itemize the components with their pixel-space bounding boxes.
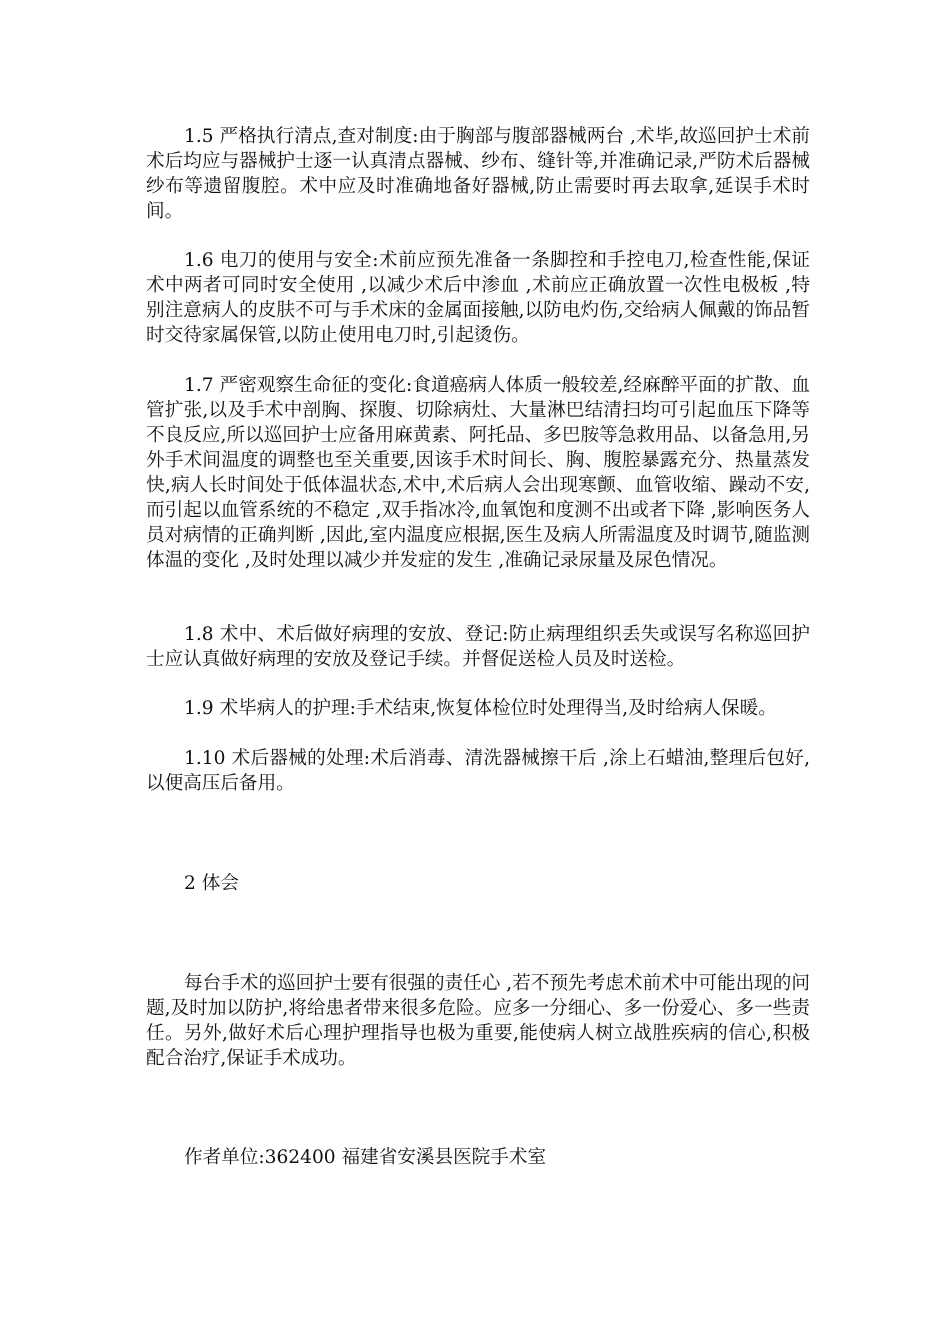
paragraph-1-6: 1.6 电刀的使用与安全:术前应预先准备一条脚控和手控电刀,检查性能,保证术中两者可同时安全使用 ,以减少术后中渗血 ,术前应正确放置一次性电极板 ,特别注意病人的皮肤不可与手术床的金属面接触,以防电灼伤,交给病人佩戴的饰品暂时交待家属保管,以防止使用电刀时,引起烫伤。 — [146, 250, 810, 346]
paragraph-1-10: 1.10 术后器械的处理:术后消毒、清洗器械擦干后 ,涂上石蜡油,整理后包好,以便高压后备用。 — [146, 748, 810, 794]
section-heading-2: 2 体会 — [184, 873, 239, 894]
paragraph-1-5: 1.5 严格执行清点,查对制度:由于胸部与腹部器械两台 ,术毕,故巡回护士术前术后均应与器械护士逐一认真清点器械、纱布、缝针等,并准确记录,严防术后器械纱布等遗留腹腔。术中应及时准确地备好器械,防止需要时再去取拿,延误手术时间。 — [146, 126, 810, 222]
conclusion-paragraph: 每台手术的巡回护士要有很强的责任心 ,若不预先考虑术前术中可能出现的问题,及时加以防护,将给患者带来很多危险。应多一分细心、多一份爱心、多一些责任。另外,做好术后心理护理指导也极为重要,能使病人树立战胜疾病的信心,积极配合治疗,保证手术成功。 — [146, 973, 810, 1069]
paragraph-1-8: 1.8 术中、术后做好病理的安放、登记:防止病理组织丢失或误写名称巡回护士应认真做好病理的安放及登记手续。并督促送检人员及时送检。 — [146, 624, 810, 670]
paragraph-1-7: 1.7 严密观察生命征的变化:食道癌病人体质一般较差,经麻醉平面的扩散、血管扩张,以及手术中剖胸、探腹、切除病灶、大量淋巴结清扫均可引起血压下降等不良反应,所以巡回护士应备用麻黄素、阿托品、多巴胺等急救用品、以备急用,另外手术间温度的调整也至关重要,因该手术时间长、胸、腹腔暴露充分、热量蒸发快,病人长时间处于低体温状态,术中,术后病人会出现寒颤、血管收缩、躁动不安,而引起以血管系统的不稳定 ,双手指冰冷,血氧饱和度测不出或者下降 ,影响医务人员对病情的正确判断 ,因此,室内温度应根据,医生及病人所需温度及时调节,随监测体温的变化 ,及时处理以减少并发症的发生 ,准确记录尿量及尿色情况。 — [146, 375, 810, 571]
author-affiliation: 作者单位:362400 福建省安溪县医院手术室 — [184, 1147, 547, 1168]
paragraph-1-9: 1.9 术毕病人的护理:手术结束,恢复体检位时处理得当,及时给病人保暖。 — [184, 698, 777, 719]
